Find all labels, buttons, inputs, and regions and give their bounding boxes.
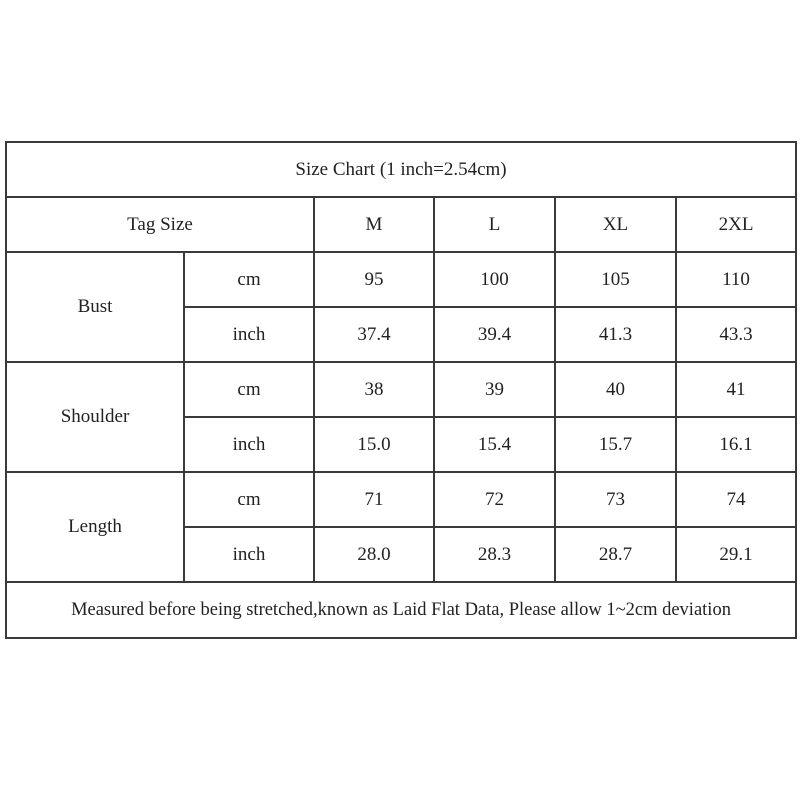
value-cell: 16.1 bbox=[676, 417, 796, 472]
size-header: 2XL bbox=[676, 197, 796, 252]
value-cell: 38 bbox=[314, 362, 434, 417]
value-cell: 72 bbox=[434, 472, 555, 527]
unit-label: cm bbox=[184, 362, 314, 417]
value-cell: 39 bbox=[434, 362, 555, 417]
value-cell: 41 bbox=[676, 362, 796, 417]
value-cell: 28.3 bbox=[434, 527, 555, 582]
value-cell: 39.4 bbox=[434, 307, 555, 362]
value-cell: 100 bbox=[434, 252, 555, 307]
value-cell: 43.3 bbox=[676, 307, 796, 362]
value-cell: 15.7 bbox=[555, 417, 676, 472]
size-header: L bbox=[434, 197, 555, 252]
value-cell: 28.7 bbox=[555, 527, 676, 582]
measure-label: Bust bbox=[6, 252, 184, 362]
footer-note: Measured before being stretched,known as Laid Flat Data, Please allow 1~2cm deviation bbox=[6, 582, 796, 638]
unit-label: cm bbox=[184, 472, 314, 527]
value-cell: 74 bbox=[676, 472, 796, 527]
value-cell: 95 bbox=[314, 252, 434, 307]
unit-label: inch bbox=[184, 417, 314, 472]
size-header: XL bbox=[555, 197, 676, 252]
unit-label: inch bbox=[184, 527, 314, 582]
unit-label: inch bbox=[184, 307, 314, 362]
value-cell: 15.4 bbox=[434, 417, 555, 472]
measure-label: Shoulder bbox=[6, 362, 184, 472]
value-cell: 40 bbox=[555, 362, 676, 417]
tag-size-label: Tag Size bbox=[6, 197, 314, 252]
header-row bbox=[6, 197, 796, 252]
footer-row bbox=[6, 582, 796, 638]
value-cell: 15.0 bbox=[314, 417, 434, 472]
table-row bbox=[6, 252, 796, 307]
table-row bbox=[6, 472, 796, 527]
value-cell: 29.1 bbox=[676, 527, 796, 582]
measure-label: Length bbox=[6, 472, 184, 582]
title-row bbox=[6, 142, 796, 197]
value-cell: 71 bbox=[314, 472, 434, 527]
value-cell: 110 bbox=[676, 252, 796, 307]
value-cell: 105 bbox=[555, 252, 676, 307]
value-cell: 28.0 bbox=[314, 527, 434, 582]
table-title: Size Chart (1 inch=2.54cm) bbox=[6, 142, 796, 197]
size-header: M bbox=[314, 197, 434, 252]
value-cell: 41.3 bbox=[555, 307, 676, 362]
unit-label: cm bbox=[184, 252, 314, 307]
value-cell: 73 bbox=[555, 472, 676, 527]
table-row bbox=[6, 362, 796, 417]
size-chart-table bbox=[5, 141, 797, 639]
value-cell: 37.4 bbox=[314, 307, 434, 362]
